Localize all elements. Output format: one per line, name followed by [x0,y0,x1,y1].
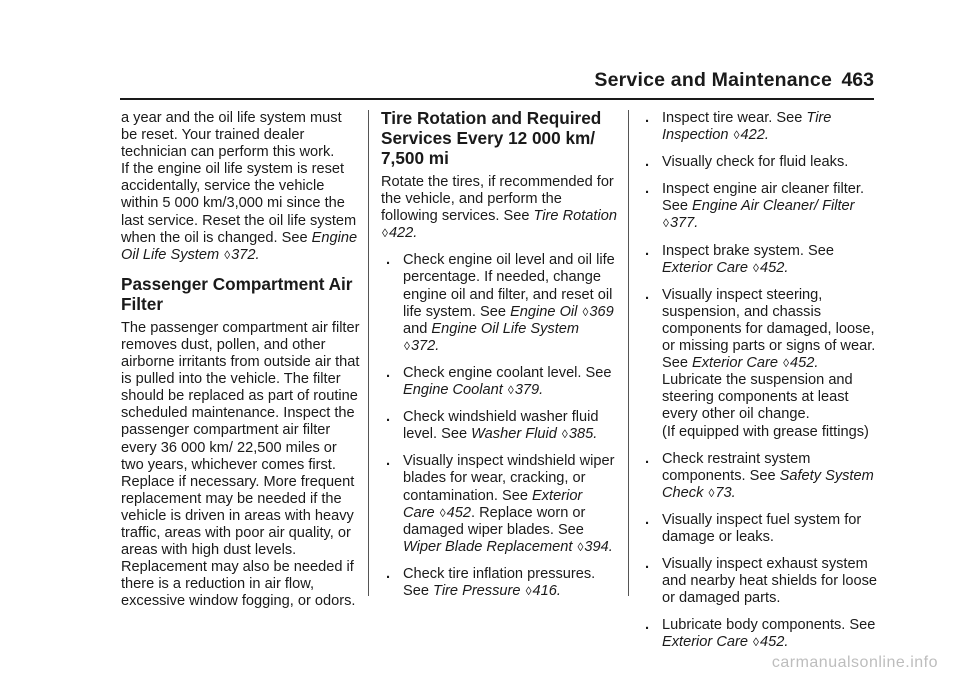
watermark: carmanualsonline.info [771,654,938,671]
list-item: . Check windshield washer fluid level. See Washer Fluid ◊385. [386,409,599,443]
cross-reference-link[interactable]: Engine Oil [510,303,578,320]
list-item: . Visually inspect fuel system for damage or leaks. [645,511,862,545]
page-reference[interactable]: 372 [231,246,256,263]
list-item: . Visually inspect steering, suspension, and chassis components for damaged, loose, or missing parts or signs of wear. See Exterior Care ◊452. Lubricate the suspension and steering components at least every other oil change. (If equipped with grease fittings) [645,286,876,440]
bullet-icon: . [645,511,650,528]
bullet-icon: . [645,450,650,467]
page-reference-icon: ◊ [561,427,568,442]
bullet-icon: . [645,154,650,171]
section-title: Service and Maintenance [594,69,832,91]
bullet-icon: . [386,364,391,381]
page-reference[interactable]: 422 [388,225,414,242]
cross-reference-link[interactable]: Exterior Care [662,634,748,651]
page-reference-icon: ◊ [224,247,231,262]
page-reference[interactable]: 452 [446,504,471,521]
page-reference-icon: ◊ [582,304,589,319]
cross-reference-link[interactable]: Engine Oil Life System [431,320,580,337]
list-item: . Lubricate body components. See Exterior Care ◊452. [645,617,876,651]
column-right [640,110,880,652]
list-item: . Visually check for fluid leaks. [645,154,849,171]
page-reference-icon: ◊ [577,539,584,554]
section-heading: Passenger Compartment Air Filter [121,273,353,314]
section-heading: Tire Rotation and Required Services Every 12 000 km/ 7,500 mi [381,108,602,168]
bullet-icon: . [386,409,391,426]
list-item: . Check engine oil level and oil life percentage. If needed, change engine oil and filter, and reset oil life system. See Engine Oil ◊369 and Engine Oil Life System ◊372. [386,252,615,354]
cross-reference-link[interactable]: Safety System Check [662,467,874,501]
page-reference-icon: ◊ [708,485,715,500]
page-reference-icon: ◊ [783,356,789,371]
page-reference[interactable]: 416 [532,582,557,599]
page-reference[interactable]: 394 [584,538,609,555]
list-item: . Check restraint system components. See Safety System Check ◊73. [645,450,874,501]
cross-reference-link[interactable]: Tire Rotation [533,208,617,225]
column-divider [628,110,629,596]
page-reference[interactable]: 452 [759,259,785,276]
page-reference-icon: ◊ [507,383,514,398]
page-reference[interactable]: 73 [715,484,732,501]
list-item: . Inspect tire wear. See Tire Inspection ◊422. [645,110,832,144]
paragraph: Rotate the tires, if recommended for the vehicle, and perform the following services. See Tire Rotation ◊422. [381,174,617,242]
column-middle [381,110,617,600]
list-item: . Visually inspect exhaust system and nearby heat shields for loose or damaged parts. [645,556,877,607]
paragraph: a year and the oil life system must be reset. Your trained dealer technician can perform this work. [121,110,342,161]
page-reference-icon: ◊ [753,635,759,650]
cross-reference-link[interactable]: Exterior Care [662,259,748,276]
bullet-icon: . [386,252,391,269]
cross-reference-link[interactable]: Engine Air Cleaner/ Filter [692,198,855,215]
list-item: . Inspect brake system. See Exterior Care ◊452. [645,242,834,276]
page-reference[interactable]: 452 [790,355,815,372]
paragraph: The passenger compartment air filter removes dust, pollen, and other airborne irritants from outside air that is pulled into the vehicle. The filter should be replaced as part of routine scheduled maintenance. Inspect the passenger compartment air filter every 36 000 km/ 22,500 miles or two years, whichever comes first. Replace if necessary. More frequent replacement may be needed if the vehicle is driven in areas with heavy traffic, areas with poor air quality, or areas with high dust levels. Replacement may also be needed if there is a reduction in air flow, excessive window fogging, or odors. [121,319,360,610]
bullet-icon: . [386,565,391,582]
bullet-icon: . [645,181,650,198]
list-item: . Check engine coolant level. See Engine Coolant ◊379. [386,364,612,399]
column-divider [368,110,369,596]
bullet-icon: . [645,110,650,126]
cross-reference-link[interactable]: Tire Inspection [662,110,832,144]
bullet-icon: . [386,453,391,470]
bullet-icon: . [645,286,650,303]
page-number: 463 [841,69,874,91]
paragraph: If the engine oil life system is reset accidentally, service the vehicle within 5 000 km/3,000 mi since the last service. Reset the oil life system when the oil is changed. See Engine Oil Life System ◊372. [121,161,358,263]
page-header [0,0,960,100]
cross-reference-link[interactable]: Engine Coolant [403,382,503,399]
paragraph-text: Rotate the tires, if recommended for the vehicle, and perform the following services. See [381,174,614,225]
page-reference[interactable]: 385 [568,426,594,443]
paragraph-text: If the engine oil life system is reset accidentally, service the vehicle within 5 000 km/3,000 mi since the last service. Reset the oil life system when the oil is changed. See [121,161,357,246]
list-item: . Inspect engine air cleaner filter. See Engine Air Cleaner/ Filter ◊377. [645,181,864,232]
page-reference[interactable]: 377 [669,215,695,232]
page-reference-icon: ◊ [753,260,759,275]
page-reference-icon: ◊ [404,338,410,353]
cross-reference-link[interactable]: Exterior Care [403,487,583,521]
header-rule [120,98,874,100]
list-item: . Visually inspect windshield wiper blades for wear, cracking, or contamination. See Exterior Care ◊452. Replace worn or damaged wiper blades. See Wiper Blade Replacement ◊394. [386,453,615,555]
page-reference-icon: ◊ [663,216,669,231]
page-reference-icon: ◊ [382,226,388,241]
cross-reference-link[interactable]: Exterior Care [692,355,778,372]
list-item: . Check tire inflation pressures. See Tire Pressure ◊416. [386,565,596,599]
cross-reference-link[interactable]: Engine Oil Life System [121,229,358,263]
page-reference[interactable]: 422 [740,127,765,144]
cross-reference-link[interactable]: Washer Fluid [471,426,557,443]
cross-reference-link[interactable]: Wiper Blade Replacement [403,538,573,555]
bullet-icon: . [645,242,650,259]
page-reference[interactable]: 369 [589,303,614,320]
bullet-icon: . [645,556,650,573]
bullet-icon: . [645,617,650,634]
page-reference[interactable]: 372 [410,337,436,354]
column-left [121,110,361,610]
page-reference[interactable]: 452 [759,634,785,651]
page-reference-icon: ◊ [733,128,740,143]
page-reference-icon: ◊ [439,505,446,520]
page-reference[interactable]: 379 [514,382,540,399]
page-reference-icon: ◊ [525,583,532,598]
cross-reference-link[interactable]: Tire Pressure [433,582,521,599]
